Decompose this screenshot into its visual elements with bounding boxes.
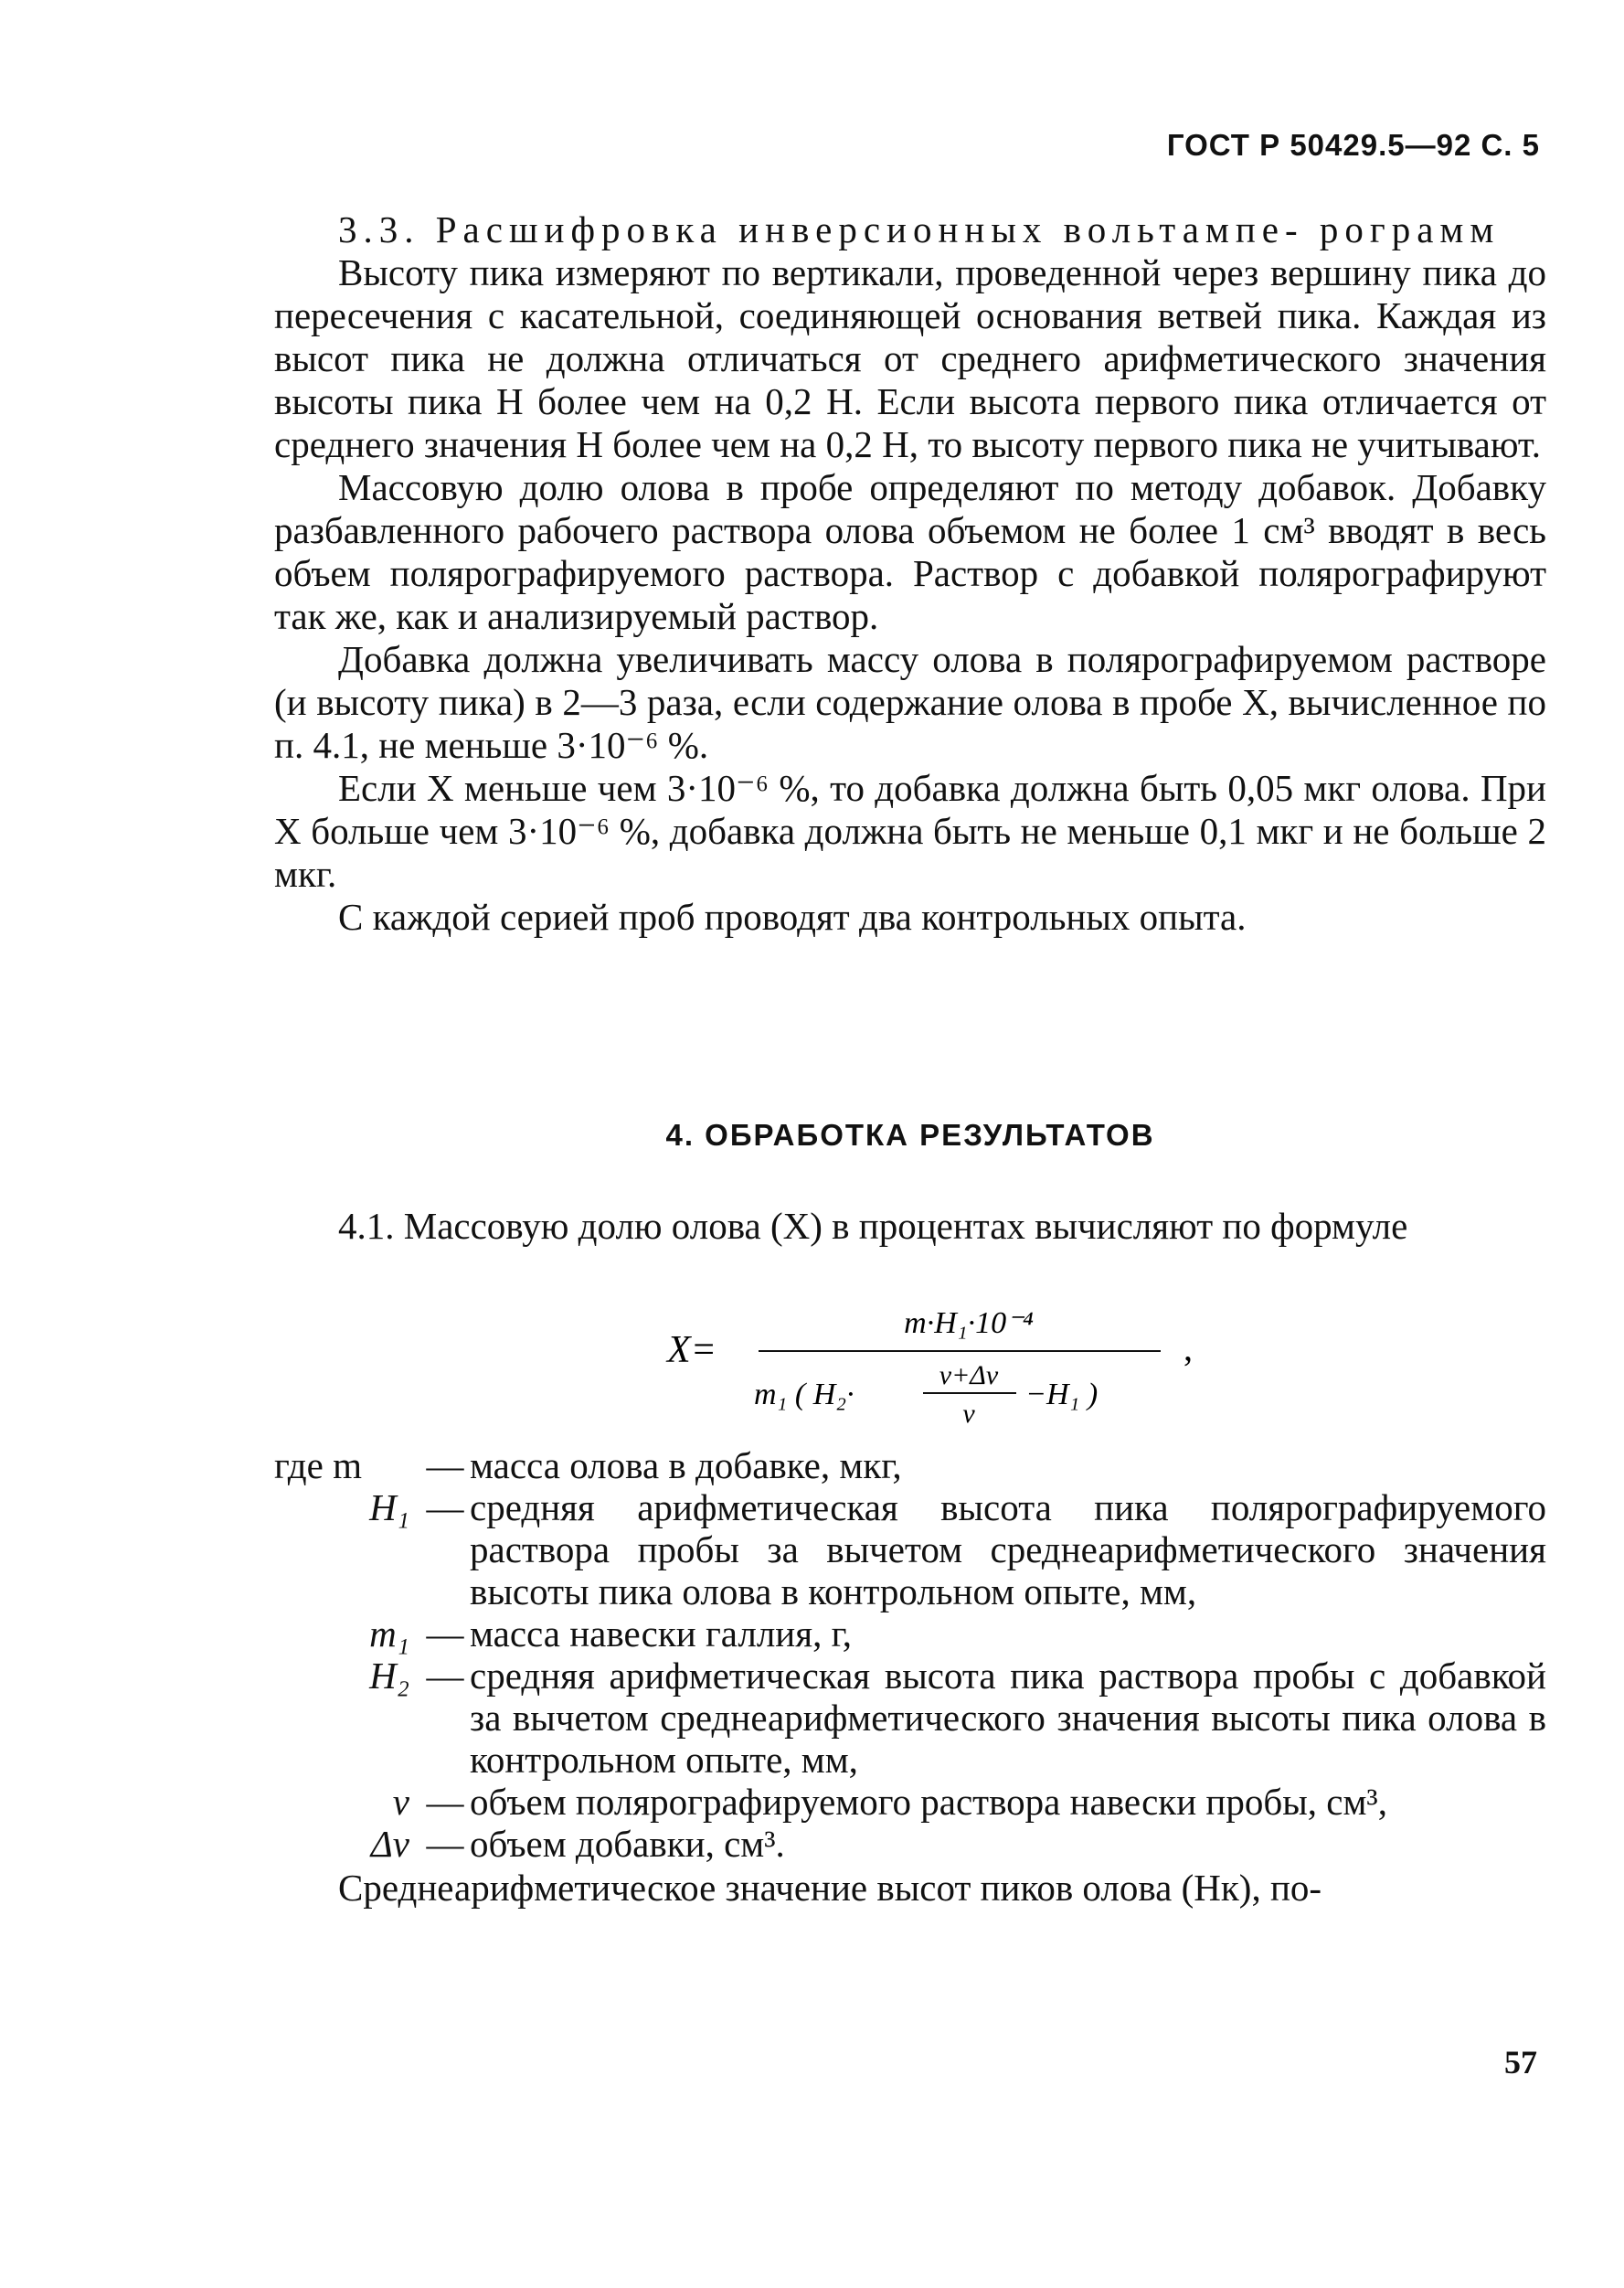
paragraph-addition-mass: Добавка должна увеличивать массу олова в полярографируемом растворе (и высоту пика) в 2—3 раза, если содержание олова в пробе X, вычисленное по п. 4.1, не меньше 3·10⁻⁶ %. xyxy=(274,638,1546,766)
definition-row xyxy=(274,1612,1546,1655)
definition-text: средняя арифметическая высота пика полярографируемого раствора пробы за вычетом среднеарифметического значения высоты пика олова в контрольном опыте, мм, xyxy=(470,1486,1546,1612)
definition-dash: — xyxy=(426,1486,464,1528)
section-4-1 xyxy=(274,1205,1546,1248)
definition-row xyxy=(274,1655,1546,1781)
definition-row xyxy=(274,1823,1546,1865)
definition-symbol: Δv xyxy=(370,1823,409,1865)
section-4 xyxy=(274,1113,1546,1156)
definition-text: средняя арифметическая высота пика раствора пробы с добавкой за вычетом среднеарифметического значения высоты пика олова в контрольном опыте, мм, xyxy=(470,1655,1546,1781)
section-3-3 xyxy=(274,208,1546,939)
formula-denominator-right: −H₁ ) xyxy=(1025,1378,1099,1411)
definition-dash: — xyxy=(426,1655,464,1697)
definitions-list xyxy=(274,1444,1546,1909)
definition-text: объем полярографируемого раствора навески пробы, см³, xyxy=(470,1781,1387,1823)
definition-dash: — xyxy=(426,1781,464,1823)
paragraph-peak-height: Высоту пика измеряют по вертикали, проведенной через вершину пика до пересечения с касательной, соединяющей основания ветвей пика. Каждая из высот пика не должна отличаться от среднего арифметического значения высоты пика H более чем на 0,2 H. Если высота первого пика отличается от среднего значения H более чем на 0,2 H, то высоту первого пика не учитывают. xyxy=(274,251,1546,465)
formula-numerator: m·H₁·10⁻⁴ xyxy=(904,1306,1034,1340)
paragraph-addition-amount: Если X меньше чем 3·10⁻⁶ %, то добавка должна быть 0,05 мкг олова. При X больше чем 3·10⁻⁶ %, добавка должна быть не меньше 0,1 мкг и не больше 2 мкг. xyxy=(274,767,1546,895)
formula-trailing-comma: , xyxy=(1184,1327,1193,1368)
definition-row xyxy=(274,1781,1546,1823)
definition-text: масса навески галлия, г, xyxy=(470,1612,853,1655)
formula-inner-numerator: v+Δv xyxy=(939,1360,999,1390)
formula-lhs: X= xyxy=(667,1329,716,1371)
definition-symbol: H₁ xyxy=(369,1486,409,1528)
document-header: ГОСТ Р 50429.5—92 С. 5 xyxy=(1166,128,1540,162)
definition-symbol: v xyxy=(392,1781,409,1823)
formula-denominator-left: m₁ ( H₂· xyxy=(754,1378,854,1411)
page-number: 57 xyxy=(1504,2044,1537,2080)
section-3-3-title xyxy=(274,208,1546,251)
definition-symbol: где m xyxy=(274,1444,362,1486)
section-3-3-title-text: Расшифровка инверсионных вольтампе- рограмм xyxy=(435,208,1501,250)
definition-dash: — xyxy=(426,1823,464,1865)
definition-text: объем добавки, см³. xyxy=(470,1823,785,1865)
section-4-1-intro: 4.1. Массовую долю олова (X) в процентах вычисляют по формуле xyxy=(338,1205,1408,1247)
definition-text: масса олова в добавке, мкг, xyxy=(470,1444,902,1486)
definition-symbol: m₁ xyxy=(369,1612,409,1655)
formula-svg xyxy=(667,1305,1234,1442)
mass-fraction-formula xyxy=(667,1305,1234,1442)
closing-paragraph: Среднеарифметическое значение высот пиков олова (Hк), по- xyxy=(338,1867,1322,1909)
section-3-3-number: 3.3. xyxy=(338,208,420,250)
definition-row xyxy=(274,1444,1546,1486)
section-4-heading: 4. ОБРАБОТКА РЕЗУЛЬТАТОВ xyxy=(665,1118,1155,1152)
paragraph-addition-method: Массовую долю олова в пробе определяют по методу добавок. Добавку разбавленного рабочего раствора олова объемом не более 1 см³ вводят в весь объем полярографируемого раствора. Раствор с добавкой полярографируют так же, как и анализируемый раствор. xyxy=(274,466,1546,637)
definition-symbol: H₂ xyxy=(369,1655,409,1697)
definition-dash: — xyxy=(426,1612,464,1655)
definition-row xyxy=(274,1486,1546,1612)
formula-inner-denominator: v xyxy=(962,1399,975,1429)
definition-dash: — xyxy=(426,1444,464,1486)
paragraph-control-experiments: С каждой серией проб проводят два контрольных опыта. xyxy=(338,896,1247,938)
